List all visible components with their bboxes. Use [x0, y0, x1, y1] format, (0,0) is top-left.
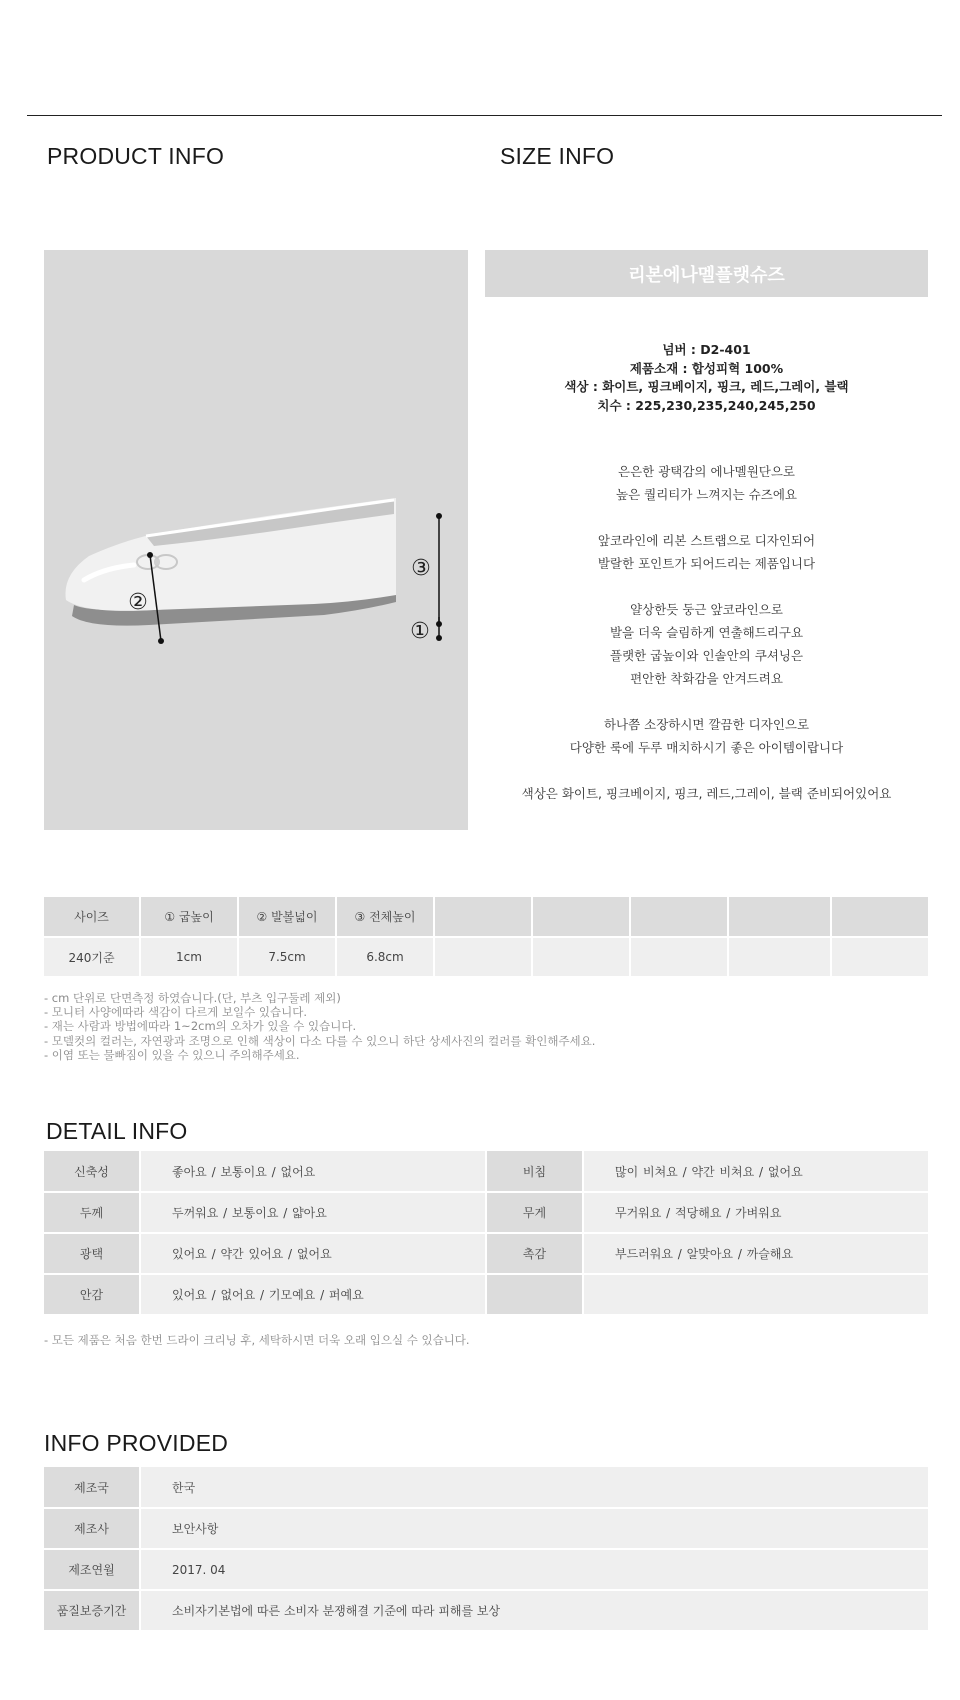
- marker-height: ③: [411, 556, 431, 581]
- desc-paragraph: [485, 713, 928, 759]
- size-header-cell: [728, 897, 831, 937]
- detail-info-heading: DETAIL INFO: [46, 1118, 188, 1144]
- product-info-heading: PRODUCT INFO: [47, 143, 225, 169]
- size-header-cell: [434, 897, 532, 937]
- spec-number: 넘버 : D2-401: [662, 342, 751, 357]
- desc-line: 다양한 룩에 두루 매치하시기 좋은 아이템이랍니다: [569, 740, 844, 755]
- detail-options: 두꺼워요 / 보통이요 / 얇아요: [140, 1192, 486, 1233]
- size-header-cell: ② 발볼넓이: [238, 897, 336, 937]
- measure-dot: [436, 635, 442, 641]
- size-header-cell: 사이즈: [44, 897, 140, 937]
- detail-options: 있어요 / 없어요 / 기모예요 / 퍼예요: [140, 1274, 486, 1315]
- detail-options: 있어요 / 약간 있어요 / 없어요: [140, 1233, 486, 1274]
- desc-paragraph: [485, 598, 928, 690]
- info-row: [44, 1508, 928, 1549]
- size-table: [44, 897, 928, 978]
- top-divider: [27, 115, 942, 116]
- detail-label: 신축성: [44, 1151, 140, 1192]
- size-cell: 7.5cm: [238, 937, 336, 977]
- detail-row: [44, 1274, 928, 1315]
- detail-row: [44, 1233, 928, 1274]
- desc-line: 높은 퀄리티가 느껴지는 슈즈에요: [616, 487, 797, 502]
- info-label: 제조국: [44, 1467, 140, 1508]
- detail-label: 촉감: [486, 1233, 583, 1274]
- size-cell: [532, 937, 630, 977]
- detail-label: [486, 1274, 583, 1315]
- info-value: 2017. 04: [140, 1549, 928, 1590]
- info-label: 품질보증기간: [44, 1590, 140, 1631]
- shoe-illustration: [44, 250, 468, 830]
- size-header-cell: ① 굽높이: [140, 897, 238, 937]
- marker-width: ②: [128, 590, 148, 615]
- info-row: [44, 1590, 928, 1631]
- desc-line: 앞코라인에 리본 스트랩으로 디자인되어: [597, 533, 816, 548]
- info-row: [44, 1467, 928, 1508]
- size-header-cell: [831, 897, 928, 937]
- detail-options: 무거워요 / 적당해요 / 가벼워요: [583, 1192, 928, 1233]
- size-info-heading: SIZE INFO: [500, 143, 615, 169]
- size-header-cell: [630, 897, 728, 937]
- desc-line: 편안한 착화감을 안겨드려요: [630, 671, 783, 686]
- detail-table: [44, 1151, 928, 1316]
- note-line: - 재는 사람과 방법에따라 1~2cm의 오차가 있을 수 있습니다.: [44, 1019, 357, 1034]
- marker-heel: ①: [410, 619, 430, 644]
- desc-paragraph: [485, 529, 928, 575]
- desc-line: 발랄한 포인트가 되어드리는 제품입니다: [597, 556, 816, 571]
- info-provided-table: [44, 1467, 928, 1632]
- info-label: 제조연월: [44, 1549, 140, 1590]
- info-value: 소비자기본법에 따른 소비자 분쟁해결 기준에 따라 피해를 보상: [140, 1590, 928, 1631]
- size-cell: 6.8cm: [336, 937, 434, 977]
- detail-options: 좋아요 / 보통이요 / 없어요: [140, 1151, 486, 1192]
- detail-label: 무게: [486, 1192, 583, 1233]
- desc-line: 은은한 광택감의 에나멜원단으로: [618, 464, 795, 479]
- info-value: 보안사항: [140, 1508, 928, 1549]
- note-line: - cm 단위로 단면측정 하였습니다.(단, 부츠 입구둘레 제외): [44, 991, 341, 1005]
- bow-knot: [154, 559, 160, 565]
- detail-label: 비침: [486, 1151, 583, 1192]
- detail-row: [44, 1151, 928, 1192]
- detail-label: 안감: [44, 1274, 140, 1315]
- measure-dot: [147, 552, 153, 558]
- detail-options: 부드러워요 / 알맞아요 / 까슬해요: [583, 1233, 928, 1274]
- desc-line: 얄상한듯 둥근 앞코라인으로: [630, 602, 783, 617]
- product-name-banner: 리본에나멜플랫슈즈: [485, 250, 928, 297]
- product-photo: [44, 250, 468, 830]
- size-cell: 240기준: [44, 937, 140, 977]
- desc-paragraph: [485, 460, 928, 506]
- size-header-cell: [532, 897, 630, 937]
- size-cell: [728, 937, 831, 977]
- detail-options: 많이 비쳐요 / 약간 비쳐요 / 없어요: [583, 1151, 928, 1192]
- measure-dot: [436, 513, 442, 519]
- note-line: - 모니터 사양에따라 색감이 다르게 보일수 있습니다.: [44, 1005, 308, 1020]
- desc-line: 색상은 화이트, 핑크베이지, 핑크, 레드,그레이, 블랙 준비되어있어요: [521, 786, 892, 801]
- desc-line: 하나쯤 소장하시면 깔끔한 디자인으로: [603, 717, 810, 732]
- care-note: - 모든 제품은 처음 한번 드라이 크리닝 후, 세탁하시면 더욱 오래 입으실 수 있습니다.: [44, 1333, 470, 1347]
- measure-dot: [158, 638, 164, 644]
- size-cell: [831, 937, 928, 977]
- size-cell: 1cm: [140, 937, 238, 977]
- spec-material: 제품소재 : 합성피혁 100%: [629, 360, 784, 376]
- desc-paragraph: [485, 782, 928, 805]
- size-header-cell: ③ 전체높이: [336, 897, 434, 937]
- spec-sizes: 치수 : 225,230,235,240,245,250: [597, 397, 816, 413]
- product-specs: [485, 341, 928, 415]
- info-provided-heading: INFO PROVIDED: [44, 1430, 229, 1456]
- desc-line: 발을 더욱 슬림하게 연출해드리구요: [609, 625, 804, 640]
- info-label: 제조사: [44, 1508, 140, 1549]
- detail-label: 광택: [44, 1233, 140, 1274]
- detail-label: 두께: [44, 1192, 140, 1233]
- info-value: 한국: [140, 1467, 928, 1508]
- size-cell: [434, 937, 532, 977]
- info-row: [44, 1549, 928, 1590]
- detail-options: [583, 1274, 928, 1315]
- product-description: [485, 460, 928, 828]
- size-table-header: [44, 897, 928, 937]
- size-table-row: [44, 937, 928, 977]
- detail-row: [44, 1192, 928, 1233]
- desc-line: 플랫한 굽높이와 인솔안의 쿠셔닝은: [609, 648, 804, 663]
- note-line: - 모델컷의 컬러는, 자연광과 조명으로 인해 색상이 다소 다를 수 있으니 하단 상세사진의 컬러를 확인해주세요.: [44, 1033, 596, 1048]
- spec-colors: 색상 : 화이트, 핑크베이지, 핑크, 레드,그레이, 블랙: [564, 379, 849, 394]
- size-cell: [630, 937, 728, 977]
- note-line: - 이염 또는 물빠짐이 있을 수 있으니 주의해주세요.: [44, 1047, 300, 1062]
- measurement-notes: [44, 991, 928, 1062]
